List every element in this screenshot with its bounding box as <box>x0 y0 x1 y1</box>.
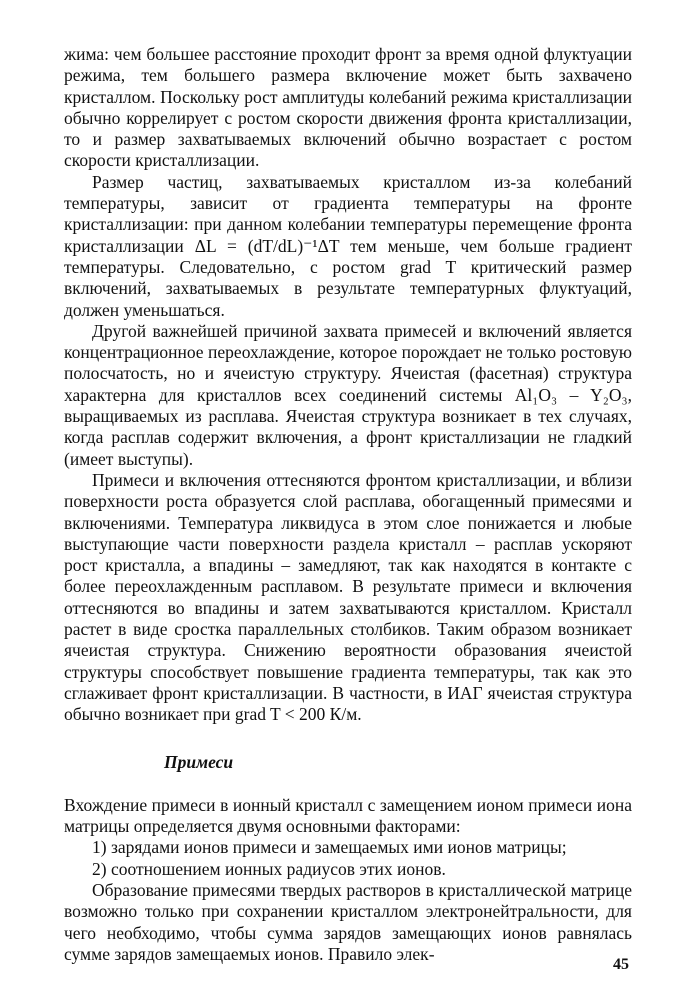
paragraph-2: Размер частиц, захватываемых кристаллом из-за колебаний температуры, зависит от градиента температуры на фронте кристаллизации: при данном колебании температуры перемещение фронта кристаллизации ΔL = (dT/dL)⁻¹ΔT тем меньше, чем больше градиент температуры. Следовательно, с ростом grad T критический размер включений, захватываемых в результате температурных флуктуаций, должен уменьшаться. <box>64 171 632 320</box>
paragraph-5: Вхождение примеси в ионный кристалл с замещением ионом примеси иона матрицы определяется двумя основными факторами: <box>64 794 632 837</box>
list-item-2: 2) соотношением ионных радиусов этих ионов. <box>92 858 446 879</box>
paragraph-6: Образование примесями твердых растворов в кристаллической матрице возможно только при сохранении кристаллом электронейтральности, для чего необходимо, чтобы сумма зарядов замещающих ионов равнялась сумме зарядов замещаемых ионов. Правило элек- <box>64 879 632 964</box>
paragraph-4: Примеси и включения оттесняются фронтом кристаллизации, и вблизи поверхности роста образуется слой расплава, обогащенный примесями и включениями. Температура ликвидуса в этом слое понижается и любые выступающие части поверхности раздела кристалл – расплав ускоряют рост кристалла, а впадины – замедляют, так как находятся в контакте с более переохлажденным расплавом. В результате примеси и включения оттесняются во впадины и затем захватываются кристаллом. Кристалл растет в виде сростка параллельных столбиков. Таким образом возникает ячеистая структура. Снижению вероятности образования ячеистой структуры способствует повышение градиента температуры, так как это сглаживает фронт кристаллизации. В частности, в ИАГ ячеистая структура обычно возникает при grad T < 200 К/м. <box>64 469 632 725</box>
paragraph-1: жима: чем большее расстояние проходит фронт за время одной флуктуации режима, тем большего размера включение может быть захвачено кристаллом. Поскольку рост амплитуды колебаний режима кристаллизации обычно коррелирует с ростом скорости движения фронта кристаллизации, то и размер захватываемых включений обычно возрастает с ростом скорости кристаллизации. <box>64 44 632 171</box>
page-number: 45 <box>613 956 629 973</box>
body-text <box>64 44 632 965</box>
section-heading: Примеси <box>164 751 234 772</box>
paragraph-3: Другой важнейшей причиной захвата примесей и включений является концентрационное переохлаждение, которое порождает не только ростовую полосчатость, но и ячеистую структуру. Ячеистая (фасетная) структура характерна для кристаллов всех соединений системы Al₁O₃ – Y₂O₃, выращиваемых из расплава. Ячеистая структура возникает в тех случаях, когда расплав содержит включения, а фронт кристаллизации не гладкий (имеет выступы). <box>64 320 632 469</box>
list-item-1: 1) зарядами ионов примеси и замещаемых ими ионов матрицы; <box>92 837 567 858</box>
